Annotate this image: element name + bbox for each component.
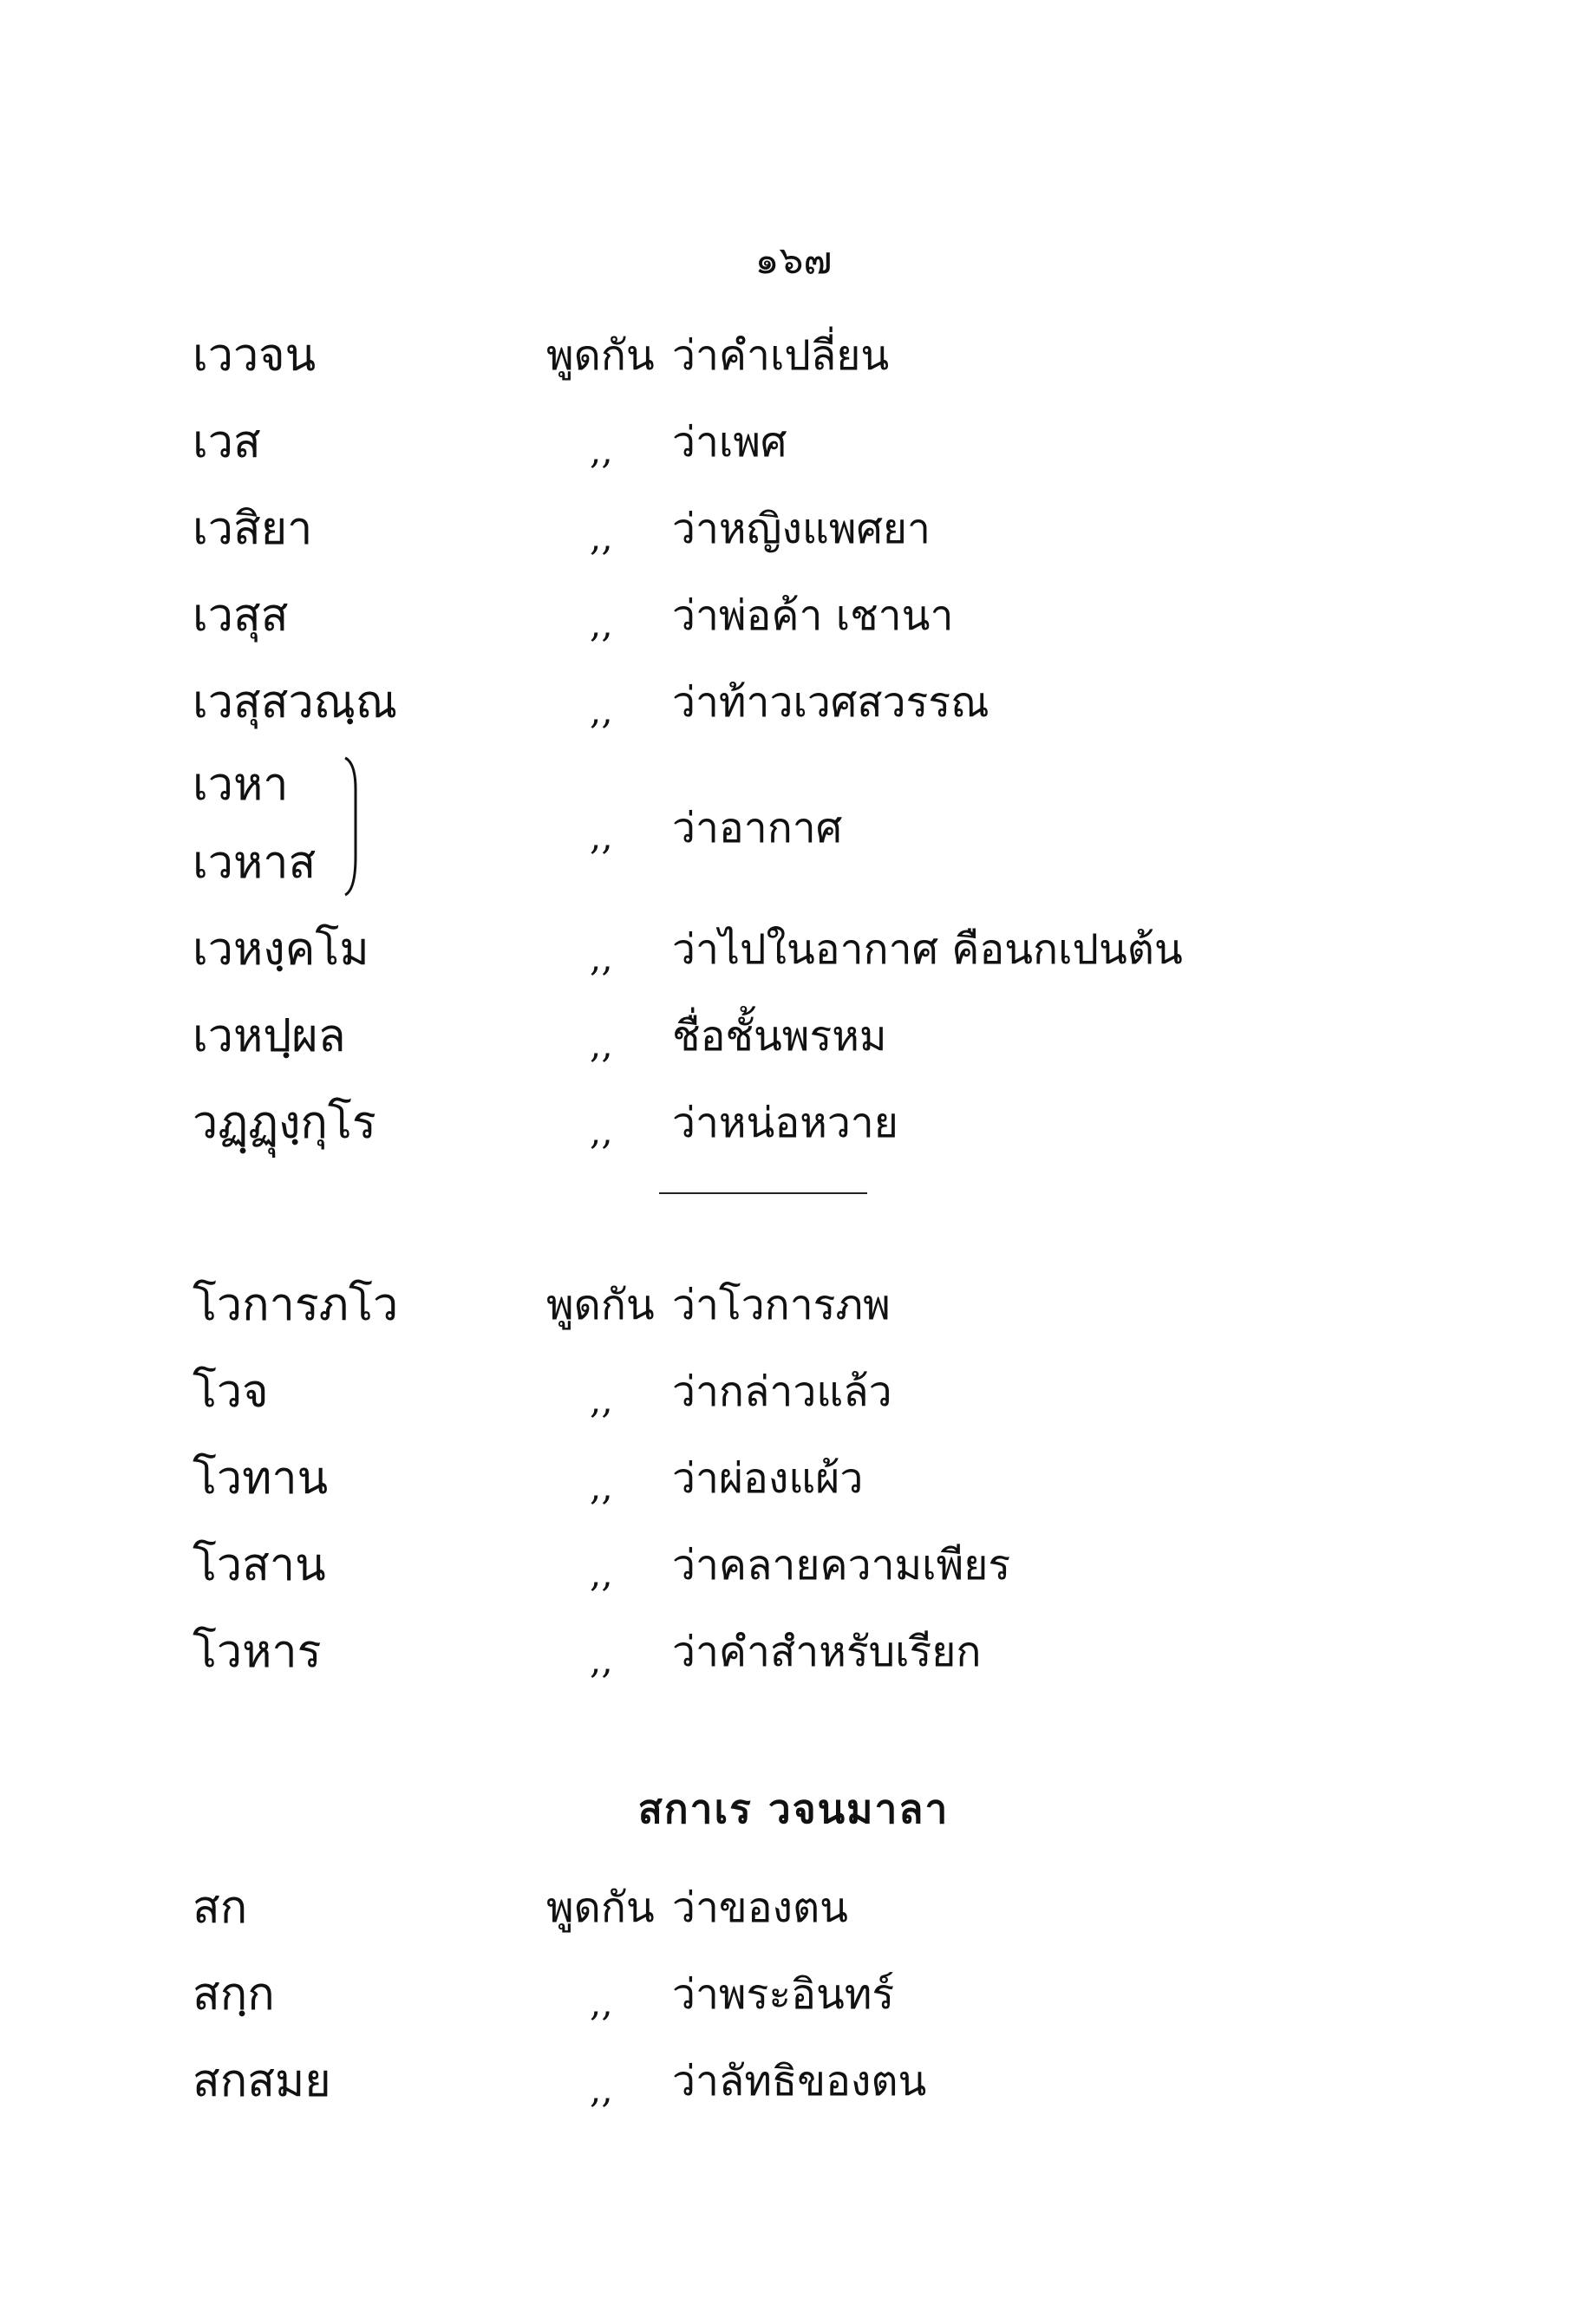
entry-row xyxy=(0,1873,1587,1942)
entry-term: โวทาน xyxy=(193,1452,329,1505)
entry-row xyxy=(0,915,1587,984)
ditto-mark: ,, xyxy=(590,815,613,858)
ditto-mark: ,, xyxy=(590,1639,613,1681)
entry-meaning: ว่าไปในอากาศ คือนกเปนต้น xyxy=(672,925,1183,974)
entry-meaning: ว่าของตน xyxy=(672,1883,848,1932)
page-number: ๑๖๗ xyxy=(754,238,833,283)
entry-meaning: ว่าเพศ xyxy=(672,418,787,467)
entry-term: เวสุส xyxy=(193,590,289,642)
entry-meaning: ว่ากล่าวแล้ว xyxy=(672,1368,892,1416)
ditto-mark: ,, xyxy=(590,1110,613,1152)
entry-lead: พูดกัน xyxy=(546,1883,655,1932)
ditto-mark: ,, xyxy=(590,937,613,979)
entry-meaning: ว่าพระอินทร์ xyxy=(672,1970,895,2019)
entry-term: โวหาร xyxy=(193,1626,322,1678)
entry-term: สกสมย xyxy=(193,2055,331,2107)
entry-meaning: ว่าหญิงแพศยา xyxy=(672,505,931,553)
entry-term: โวการภโว xyxy=(193,1279,399,1331)
entry-row xyxy=(0,494,1587,564)
entry-term: โวสาน xyxy=(193,1539,326,1591)
entry-term: เวหา xyxy=(193,759,289,811)
entry-term: สก xyxy=(193,1882,248,1934)
ditto-mark: ,, xyxy=(590,689,613,732)
entry-meaning: ว่าพ่อค้า เชานา xyxy=(672,591,954,640)
entry-row xyxy=(0,1270,1587,1340)
entry-meaning: ว่าโวการภพ xyxy=(672,1281,891,1329)
entry-row xyxy=(0,668,1587,737)
entry-meaning: ชื่อชั้นพรหม xyxy=(672,1012,887,1061)
entry-row xyxy=(0,321,1587,390)
entry-lead: พูดกัน xyxy=(546,331,655,380)
entry-row xyxy=(0,1531,1587,1600)
entry-meaning: ว่าคำเปลี่ยน xyxy=(672,331,890,380)
entry-row xyxy=(0,408,1587,477)
ditto-mark: ,, xyxy=(590,1379,613,1421)
entry-term: เวส xyxy=(193,416,261,468)
section-divider xyxy=(659,1192,867,1194)
entry-term: เวหปฺผล xyxy=(193,1010,346,1062)
entry-row xyxy=(0,793,1587,863)
entry-meaning: ว่าอากาศ xyxy=(672,804,843,852)
entry-meaning: ว่าผ่องแผ้ว xyxy=(672,1454,864,1503)
ditto-mark: ,, xyxy=(590,1466,613,1508)
entry-lead: พูดกัน xyxy=(546,1281,655,1329)
entry-row xyxy=(0,1357,1587,1426)
entry-row xyxy=(0,1617,1587,1687)
entry-meaning: ว่าท้าวเวศสวรรณ xyxy=(672,678,989,727)
entry-meaning: ว่าคำสำหรับเรียก xyxy=(672,1628,982,1676)
ditto-mark: ,, xyxy=(590,429,613,472)
entry-term: โวจ xyxy=(193,1366,269,1418)
entry-term: เวหาส xyxy=(193,837,317,889)
ditto-mark: ,, xyxy=(590,603,613,645)
ditto-mark: ,, xyxy=(590,1023,613,1066)
ditto-mark: ,, xyxy=(590,1552,613,1595)
entry-row xyxy=(0,1002,1587,1071)
entry-term: วฏฺฏุงฺกุโร xyxy=(193,1097,376,1149)
entry-row xyxy=(0,1088,1587,1158)
section-title: สกาเร วจนมาลา xyxy=(637,1785,950,1832)
entry-row xyxy=(0,581,1587,650)
ditto-mark: ,, xyxy=(590,1981,613,2024)
entry-meaning: ว่าคลายความเพียร xyxy=(672,1541,1011,1590)
entry-row xyxy=(0,1960,1587,2029)
entry-row xyxy=(0,1444,1587,1513)
entry-term: เวสุสวณฺณ xyxy=(193,676,398,728)
entry-meaning: ว่าหน่อหวาย xyxy=(672,1099,898,1147)
entry-term: เววจน xyxy=(193,330,317,382)
entry-row xyxy=(0,2047,1587,2116)
entry-meaning: ว่าลัทธิของตน xyxy=(672,2057,927,2105)
entry-term: เวหงฺคโม xyxy=(193,924,369,976)
entry-term: สกฺก xyxy=(193,1968,275,2020)
ditto-mark: ,, xyxy=(590,2068,613,2111)
ditto-mark: ,, xyxy=(590,516,613,558)
entry-term: เวสิยา xyxy=(193,503,313,555)
